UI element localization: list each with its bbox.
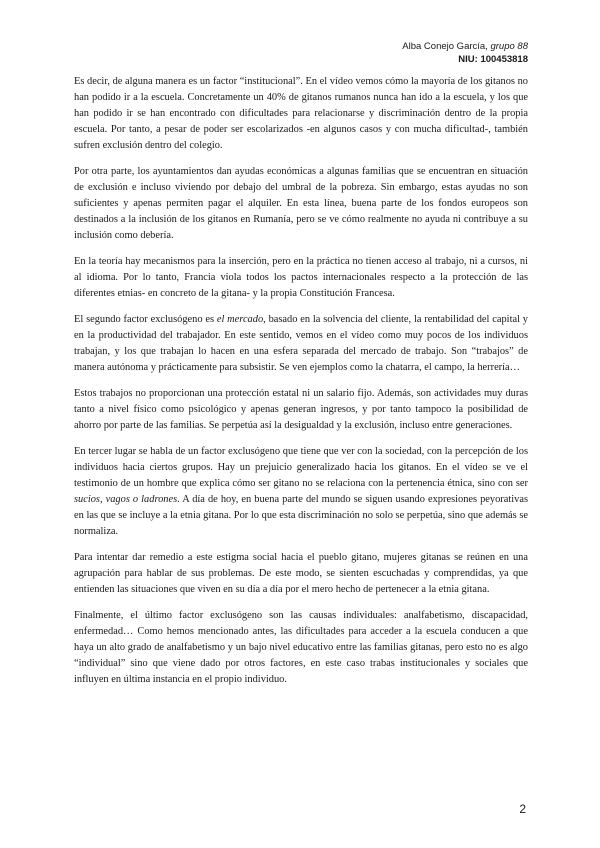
paragraph-text: El segundo factor exclusógeno es [74, 314, 217, 325]
paragraph-text: Estos trabajos no proporcionan una protección estatal ni un salario fijo. Además, son actividades muy duras tanto a nivel físico como psicológico y apenas generan ingresos, y por tanto tampoco la posibilidad de ahorro por parte de las familias. Se perpetúa así la desigualdad y la exclusión, incluso entre generaciones. [74, 388, 528, 431]
body-paragraph [74, 550, 528, 598]
italic-text: sucios, vagos o ladrones [74, 494, 178, 505]
paragraph-text: En la teoría hay mecanismos para la inserción, pero en la práctica no tienen acceso al trabajo, ni a cursos, ni al idioma. Por lo tanto, Francia viola todos los pactos internacionales respecto a la protección de las diferentes etnias- en concreto de la gitana- y la propia Constitución Francesa. [74, 256, 528, 299]
page-number: 2 [519, 802, 526, 816]
body-paragraph [74, 608, 528, 688]
body-paragraph [74, 74, 528, 154]
italic-text: el mercado [216, 314, 264, 325]
student-id: NIU: 100453818 [458, 54, 528, 65]
author-line: Alba Conejo García, grupo 88 [402, 41, 528, 52]
author-name: Alba Conejo García [402, 41, 486, 52]
paragraph-text: Es decir, de alguna manera es un factor “institucional”. En el vídeo vemos cómo la mayoría de los gitanos no han podido ir a la escuela. Concretamente un 40% de gitanos rumanos nunca han ido a la escuela, y los que han podido ir se han encontrado con dificultades para relacionarse y discriminación dentro de la propia escuela. Por tanto, a pesar de poder ser escolarizados -en algunos casos y con mucha dificultad-, también sufren exclusión dentro del colegio. [74, 76, 528, 151]
paragraph-text: Finalmente, el último factor exclusógeno son las causas individuales: analfabetismo, discapacidad, enfermedad… Como hemos mencionado antes, las dificultades para acceder a la escuela conducen a que haya un alto grado de analfabetismo y un bajo nivel educativo entre las familias gitanas, pero esto no es algo “individual” sino que viene dado por otros factores, en este caso trabas institucionales y sociales que influyen en última instancia en el propio individuo. [74, 610, 528, 685]
paragraph-text: Por otra parte, los ayuntamientos dan ayudas económicas a algunas familias que se encuentran en situación de exclusión e incluso viviendo por debajo del umbral de la pobreza. Sin embargo, estas ayudas no son suficientes y apenas permiten pagar el alquiler. En esta línea, buena parte de los fondos europeos son destinados a la inclusión de los gitanos en Rumanía, pero se ve cómo realmente no ayuda ni contribuye a su inclusión como debería. [74, 166, 528, 241]
body-paragraph [74, 254, 528, 302]
paragraph-text: . A día de hoy, en buena parte del mundo se siguen usando expresiones peyorativas en las que se incluye a la etnia gitana. Por lo que esta discriminación no solo se perpetúa, sino que además se normaliza. [74, 494, 528, 537]
document-body [74, 74, 528, 698]
body-paragraph [74, 444, 528, 540]
group-label: grupo 88 [490, 41, 528, 52]
page-header [402, 40, 528, 66]
body-paragraph [74, 312, 528, 376]
paragraph-text: Para intentar dar remedio a este estigma social hacia el pueblo gitano, mujeres gitanas se reúnen en una agrupación para hablar de sus problemas. De este modo, se sienten escuchadas y comprendidas, ya que entienden las situaciones que viven en su día a día por el mero hecho de pertenecer a la etnia gitana. [74, 552, 528, 595]
body-paragraph [74, 386, 528, 434]
paragraph-text: , basado en la solvencia del cliente, la rentabilidad del capital y en la productividad del trabajador. En este sentido, vemos en el vídeo como muy pocos de los individuos trabajan, y los que trabajan lo hacen en una esfera separada del mercado de trabajo. Son “trabajos” de manera autónoma y prácticamente para subsistir. Se ven ejemplos como la chatarra, el campo, la herrería… [74, 314, 528, 373]
body-paragraph [74, 164, 528, 244]
paragraph-text: En tercer lugar se habla de un factor exclusógeno que tiene que ver con la sociedad, con la percepción de los individuos hacia ciertos grupos. Hay un prejuicio generalizado hacia los gitanos. En el vídeo se ve el testimonio de un hombre que explica cómo ser gitano no se relaciona con la pertenencia étnica, sino con ser [74, 446, 528, 489]
